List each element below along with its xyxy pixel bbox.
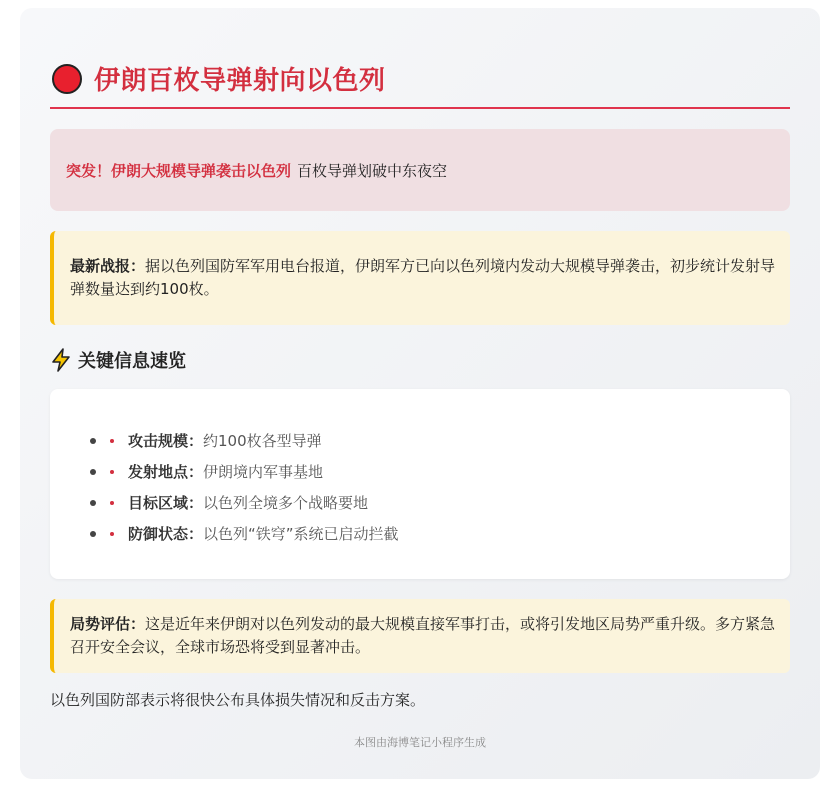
generator-credit: 本图由海博笔记小程序生成 <box>354 736 486 749</box>
item-value: 以色列全境多个战略要地 <box>203 494 369 512</box>
situation-assessment <box>50 599 790 673</box>
breaking-alert <box>50 129 790 211</box>
item-value: 伊朗境内军事基地 <box>203 463 324 481</box>
assessment-text: 这是近年来伊朗对以色列发动的最大规模直接军事打击，或将引发地区局势严重升级。多方紧急召开安全会议，全球市场恐将受到显著冲击。 <box>70 615 776 656</box>
page-title: 伊朗百枚导弹射向以色列 <box>94 66 386 96</box>
footer-statement: 以色列国防部表示将很快公布具体损失情况和反击方案。 <box>50 691 426 709</box>
latest-report <box>50 231 790 325</box>
alert-highlight: 突发！伊朗大规模导弹袭击以色列 <box>66 161 292 180</box>
red-bullet-icon <box>110 501 114 505</box>
red-bullet-icon <box>110 470 114 474</box>
title-row <box>50 60 790 109</box>
latest-report-label: 最新战报： <box>70 257 146 275</box>
item-key: 目标区域： <box>128 494 204 512</box>
red-bullet-icon <box>110 439 114 443</box>
list-item <box>90 456 770 487</box>
list-item <box>90 487 770 518</box>
alert-text: 百枚导弹划破中东夜空 <box>297 161 448 180</box>
item-key: 攻击规模： <box>128 432 204 450</box>
red-bullet-icon <box>110 532 114 536</box>
item-value: 以色列“铁穹”系统已启动拦截 <box>203 525 399 543</box>
list-item <box>90 518 770 549</box>
assessment-label: 局势评估： <box>70 615 146 633</box>
item-key: 发射地点： <box>128 463 204 481</box>
key-info-list <box>50 389 790 579</box>
lightning-icon <box>50 348 72 372</box>
red-circle-icon <box>52 64 82 94</box>
item-key: 防御状态： <box>128 525 204 543</box>
bullet-icon <box>90 531 96 537</box>
bullet-icon <box>90 469 96 475</box>
latest-report-text: 据以色列国防军军用电台报道，伊朗军方已向以色列境内发动大规模导弹袭击，初步统计发射导弹数量达到约100枚。 <box>70 257 776 298</box>
list-item <box>90 425 770 456</box>
key-info-heading <box>50 347 790 373</box>
key-info-heading-text: 关键信息速览 <box>78 351 186 372</box>
item-value: 约100枚各型导弹 <box>203 432 322 450</box>
bullet-icon <box>90 438 96 444</box>
article-card <box>20 8 820 779</box>
bullet-icon <box>90 500 96 506</box>
